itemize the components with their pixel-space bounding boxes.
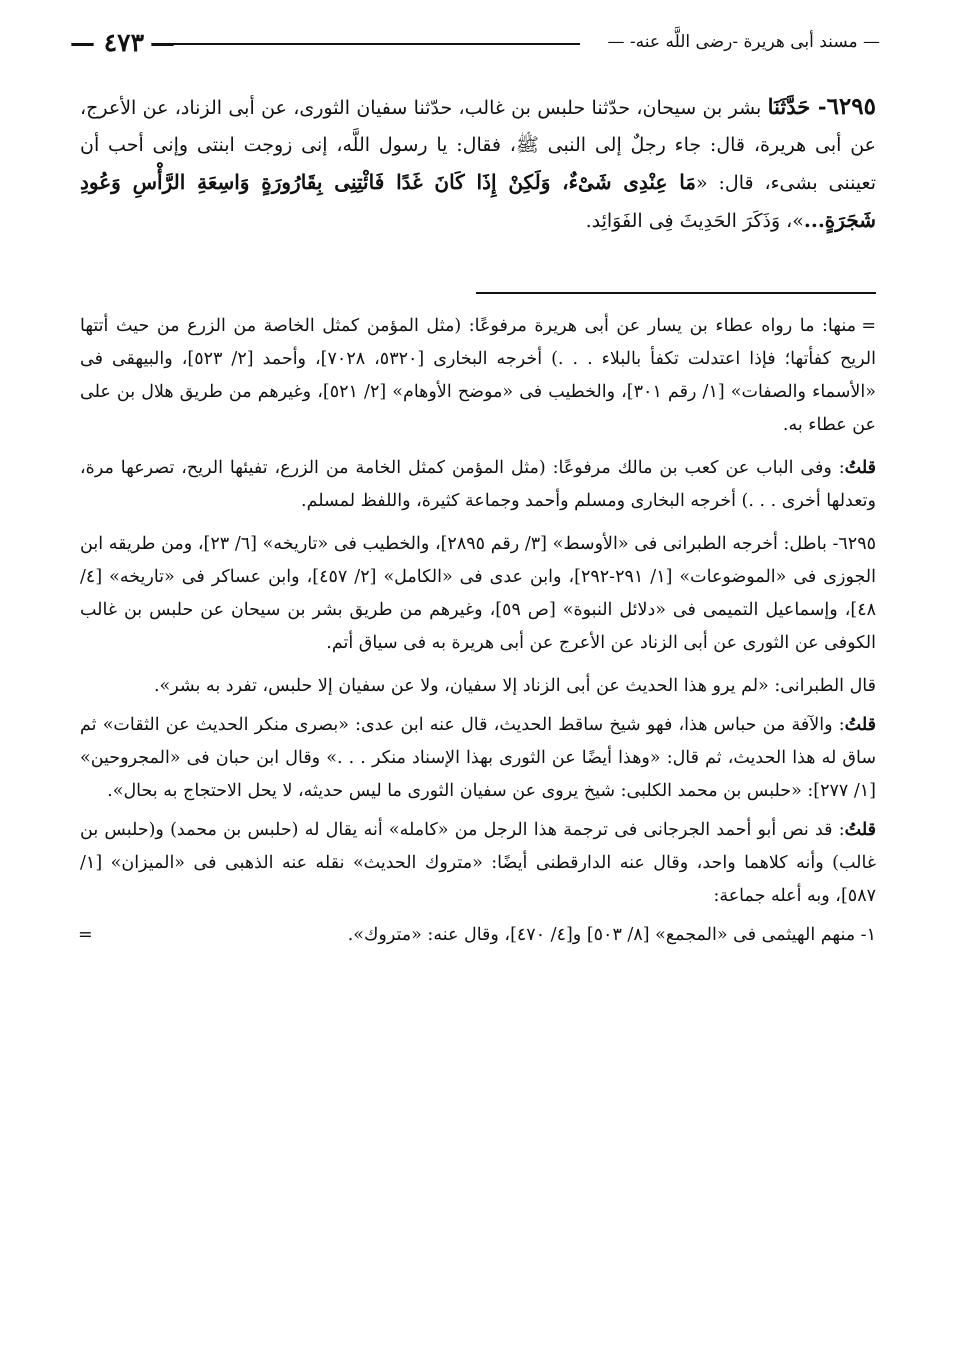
footnote-para-5: قلتُ: والآفة من حباس هذا، فهو شيخ ساقط الحديث، قال عنه ابن عدى: «بصرى منكر الحديث عن الثقات» ثم ساق له هذا الحديث، ثم قال: «وهذا أيضًا عن الثورى بهذا الإسناد منكر . . .» وقال ابن حبان فى «المجروحين» [١/ ٢٧٧]: «حلبس بن محمد الكلبى: شيخ يروى عن سفيان الثورى ما ليس حديثه، لا يحل الاحتجاج به بحال». [80,715,876,801]
qultu-label: قلتُ [844,458,876,478]
running-title: — مسند أبى هريرة -رضى اللَّه عنه- — [607,32,880,52]
footnotes [80,310,876,962]
hadith-text [80,88,876,240]
footnote-para-4: قال الطبرانى: «لم يرو هذا الحديث عن أبى الزناد إلا سفيان، ولا عن سفيان إلا حلبس، تفرد به بشر». [153,676,876,696]
footnote-para-3: ٦٢٩٥- باطل: أخرجه الطبرانى فى «الأوسط» [٣/ رقم ٢٨٩٥]، والخطيب فى «تاريخه» [٦/ ٢٣]، ومن طريقه ابن الجوزى فى «الموضوعات» [١/ ٢٩١-٢٩٢]، وابن عدى فى «الكامل» [٢/ ٤٥٧]، وابن عساكر فى «تاريخه» [٤/ ٤٨]، وإسماعيل التميمى فى «دلائل النبوة» [ص ٥٩]، وغيرهم من طريق بشر بن سيحان عن حلبس بن غالب الكوفى عن الثورى عن أبى الزناد عن الأعرج عن أبى هريرة به فى سياق أتم. [80,534,876,653]
footnote-separator [476,292,876,294]
end-marker: = [78,925,93,945]
page-header [70,24,880,64]
hadith-quote: مَا عِنْدِى شَىْءٌ، وَلَكِنْ إِذَا كَانَ غَدًا فَائْتِنِى بِقَارُورَةٍ وَاسِعَةِ الرَّأْسِ وَعُودِ شَجَرَةٍ... [80,170,876,232]
qultu-label: قلتُ [844,820,876,840]
footnote-para-1: =منها: ما رواه عطاء بن يسار عن أبى هريرة مرفوعًا: (مثل المؤمن كمثل الخاصة من الزرع من حيث أتتها الريح كفأتها؛ فإذا اعتدلت تكفأ بالبلاء . . .) أخرجه البخارى [٥٣٢٠، ٧٠٢٨]، وأحمد [٢/ ٥٢٣]، والبيهقى فى «الأسماء والصفات» [١/ رقم ٣٠١]، والخطيب فى «موضح الأوهام» [٢/ ٥٢١]، وغيرهم من طريق هلال بن على عن عطاء به. [80,310,876,442]
header-rule [170,43,580,45]
qultu-label: قلتُ [844,715,876,735]
footnote-para-6: قلتُ: قد نص أبو أحمد الجرجانى فى ترجمة هذا الرجل من «كامله» أنه يقال له (حلبس بن محمد) و(حلبس بن غالب) وأنه كلاهما واحد، وقال عنه الدارقطنى أيضًا: «متروك الحديث» نقله عنه الذهبى فى «الميزان» [١/ ٥٨٧]، وبه أعله جماعة: [80,820,876,906]
continuation-marker: = [861,316,876,336]
hadith-ending: »، وَذَكَرَ الحَدِيثَ فِى الفَوَائِد. [585,210,804,232]
page-number: —٤٧٣ — [70,28,176,57]
hadith-number: ٦٢٩٥ [826,93,876,120]
footnote-para-2: قلتُ: وفى الباب عن كعب بن مالك مرفوعًا: (مثل المؤمن كمثل الخامة من الزرع، تفيئها الريح، تصرعها مرة، وتعدلها أخرى . . .) أخرجه البخارى ومسلم وأحمد وجماعة كثيرة، واللفظ لمسلم. [80,458,876,511]
hadith-lead: - حَدَّثَنَا [767,94,827,119]
footnote-para-7: ١- منهم الهيثمى فى «المجمع» [٨/ ٥٠٣] و[٤/ ٤٧٠]، وقال عنه: «متروك». = [80,919,876,952]
hadith-isnad: بشر بن سيحان، حدّثنا حلبس بن غالب، حدّثنا سفيان الثورى، عن أبى الزناد، عن الأعرج، عن أبى هريرة، قال: جاء رجلٌ إلى النبى ﷺ، فقال: يا رسول اللَّه، إنى زوجت ابنتى وإنى أحب أن تعيننى بشىء، قال: « [80,97,877,194]
